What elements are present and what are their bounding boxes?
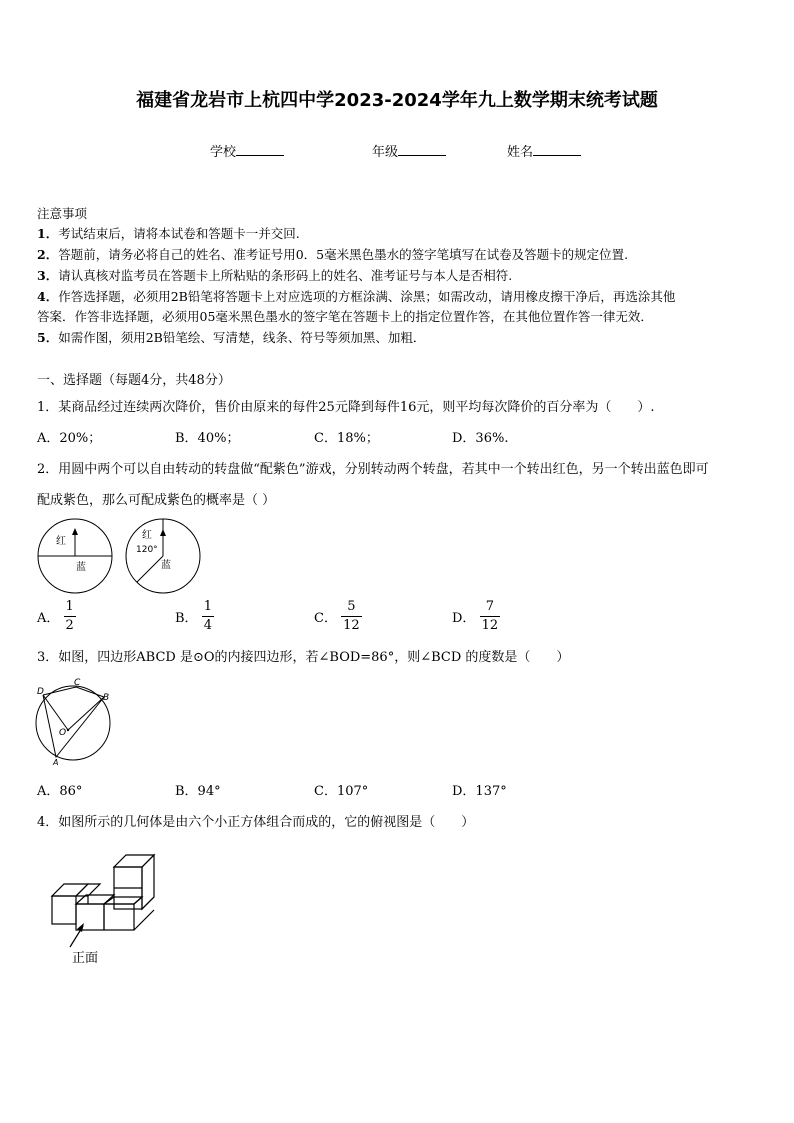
disc2-angle-label: 120° [136, 545, 158, 555]
notice-heading: 注意事项 [37, 206, 88, 221]
disc1-blue-label: 蓝 [76, 562, 86, 573]
q3-option-c: C．107° [314, 784, 369, 799]
name-label: 姓名 [507, 145, 534, 160]
disc2-blue-label: 蓝 [161, 560, 171, 571]
disc2-red-label: 红 [142, 530, 152, 541]
q1-option-d: D．36%. [452, 431, 509, 446]
q2-text-line1: 2．用圆中两个可以自由转动的转盘做“配紫色”游戏，分别转动两个转盘，若其中一个转出红色，另一个转出蓝色即可 [37, 462, 709, 477]
q2-option-c: C． $\frac{5}{12}$ [314, 599, 360, 633]
name-blank [533, 143, 581, 156]
spinner-figure [34, 516, 214, 596]
name-field [507, 141, 581, 160]
q2-option-b: B． $\frac{1}{4}$ [175, 599, 212, 633]
section-heading: 一、选择题（每题4分，共48分） [37, 373, 231, 388]
q1-option-a: A．20%； [37, 431, 102, 446]
q2-option-a: A． $\frac{1}{2}$ [37, 599, 74, 633]
q1-option-b: B．40%； [175, 431, 240, 446]
notice-item-4-cont: 答案．作答非选择题，必须用05毫米黑色墨水的签字笔在答题卡上的指定位置作答，在其他位置作答一律无效． [37, 309, 653, 324]
q3-option-a: A．86° [37, 784, 83, 799]
point-a-label: A [53, 758, 59, 767]
circle-quadrilateral-figure [34, 675, 114, 767]
q3-option-b: B．94° [175, 784, 221, 799]
point-b-label: B [103, 693, 110, 703]
point-o-label: O [59, 728, 67, 738]
q1-text: 1．某商品经过连续两次降价，售价由原来的每件25元降到每件16元，则平均每次降价的百分率为（ ）. [37, 400, 655, 415]
notice-item-3: 3．请认真核对监考员在答题卡上所粘贴的条形码上的姓名、准考证号与本人是否相符. [37, 268, 513, 283]
school-blank [236, 143, 284, 156]
front-face-label: 正面 [72, 951, 99, 966]
cube-solid-figure [46, 850, 166, 970]
school-label: 学校 [210, 145, 237, 160]
q3-option-d: D．137° [452, 784, 507, 799]
page-title: 福建省龙岩市上杭四中学2023-2024学年九上数学期末统考试题 [136, 90, 658, 111]
notice-item-1: 1．考试结束后，请将本试卷和答题卡一并交回. [37, 226, 300, 241]
notice-item-5: 5．如需作图，须用2B铅笔绘、写清楚，线条、符号等须加黑、加粗． [37, 330, 426, 345]
q4-text: 4．如图所示的几何体是由六个小正方体组合而成的，它的俯视图是（ ） [37, 815, 475, 830]
notice-item-4: 4．作答选择题，必须用2B铅笔将答题卡上对应选项的方框涂满、涂黑；如需改动，请用橡皮擦干净后，再选涂其他 [37, 289, 676, 304]
q2-text-line2: 配成紫色，那么可配成紫色的概率是（ ） [37, 493, 276, 508]
q2-option-d: D． $\frac{7}{12}$ [452, 599, 499, 633]
q1-option-c: C．18%； [314, 431, 379, 446]
grade-field [372, 141, 446, 160]
spinner-disc-2 [126, 519, 200, 593]
disc1-red-label: 红 [56, 536, 66, 547]
school-field [210, 141, 284, 160]
point-d-label: D [37, 687, 44, 697]
grade-label: 年级 [372, 145, 399, 160]
q3-text: 3．如图，四边形ABCD 是⊙O的内接四边形，若∠BOD=86°，则∠BCD 的度数是（ ） [37, 650, 570, 665]
spinner-disc-1 [38, 519, 112, 593]
point-c-label: C [74, 678, 81, 688]
notice-item-2: 2．答题前，请务必将自己的姓名、准考证号用0．5毫米黑色墨水的签字笔填写在试卷及答题卡的规定位置. [37, 247, 629, 262]
grade-blank [398, 143, 446, 156]
